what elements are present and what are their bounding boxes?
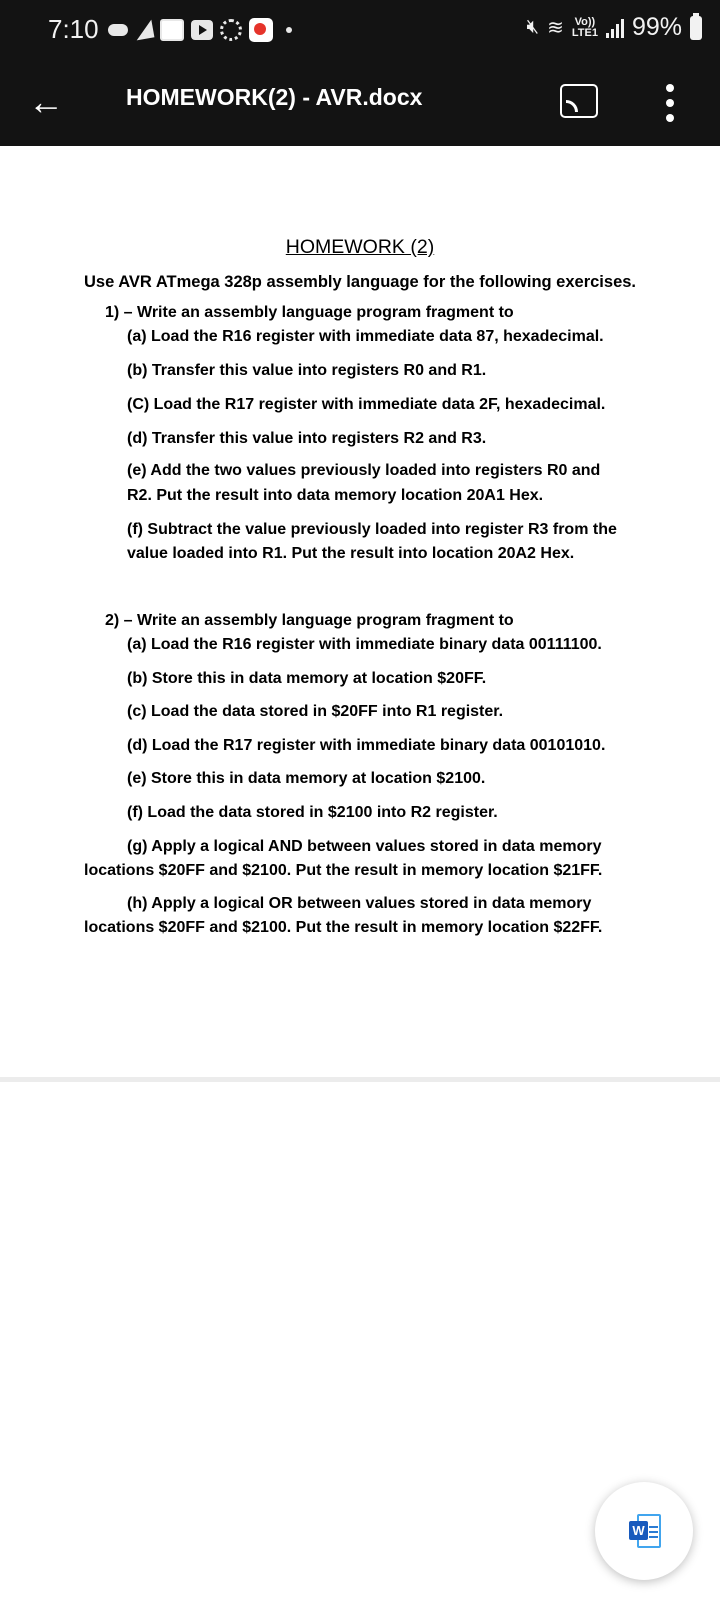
question-2f: (f) Load the data stored in $2100 into R2 register. bbox=[127, 804, 498, 821]
question-1e-line2: R2. Put the result into data memory location 20A1 Hex. bbox=[127, 487, 544, 504]
question-1-title: 1) – Write an assembly language program fragment to bbox=[105, 304, 514, 321]
question-2h-line2: locations $20FF and $2100. Put the result in memory location $22FF. bbox=[84, 919, 603, 936]
page-divider bbox=[0, 1077, 720, 1082]
back-arrow-icon: ← bbox=[28, 81, 64, 122]
question-1d: (d) Transfer this value into registers R2 and R3. bbox=[127, 430, 487, 447]
photo-icon bbox=[160, 19, 184, 41]
question-2c: (c) Load the data stored in $20FF into R1 register. bbox=[127, 703, 504, 720]
question-2a: (a) Load the R16 register with immediate binary data 00111100. bbox=[127, 636, 602, 653]
question-2b: (b) Store this in data memory at location $20FF. bbox=[127, 670, 487, 687]
back-button[interactable] bbox=[22, 78, 70, 126]
question-1f-line1: (f) Subtract the value previously loaded into register R3 from the bbox=[127, 521, 617, 538]
word-app-icon: W bbox=[629, 1514, 661, 1548]
question-2-title: 2) – Write an assembly language program fragment to bbox=[105, 612, 514, 629]
document-intro: Use AVR ATmega 328p assembly language for the following exercises. bbox=[84, 273, 637, 291]
document-page[interactable] bbox=[0, 146, 720, 1080]
notification-icons bbox=[108, 18, 292, 42]
document-title: HOMEWORK(2) - AVR.docx bbox=[126, 84, 423, 110]
open-in-word-button[interactable] bbox=[595, 1482, 693, 1580]
battery-percent: 99% bbox=[631, 13, 682, 41]
question-1e-line1: (e) Add the two values previously loaded into registers R0 and bbox=[127, 462, 601, 479]
network-type: Vo)) LTE1 bbox=[571, 15, 598, 39]
mute-icon: 🔇︎ bbox=[526, 16, 540, 38]
document-heading: HOMEWORK (2) bbox=[285, 236, 435, 258]
gear-icon bbox=[220, 19, 242, 41]
app-icon bbox=[249, 18, 273, 42]
question-1a: (a) Load the R16 register with immediate data 87, hexadecimal. bbox=[127, 328, 604, 345]
dot-icon bbox=[286, 27, 292, 33]
wifi-icon: ≋ bbox=[547, 17, 564, 39]
gamepad-icon bbox=[108, 24, 128, 36]
question-2g-line1: (g) Apply a logical AND between values stored in data memory bbox=[127, 838, 602, 855]
question-1f-line2: value loaded into R1. Put the result into location 20A2 Hex. bbox=[127, 545, 575, 562]
cast-icon bbox=[566, 100, 578, 112]
question-1c: (C) Load the R17 register with immediate data 2F, hexadecimal. bbox=[127, 396, 606, 413]
battery-icon bbox=[690, 16, 702, 40]
question-2d: (d) Load the R17 register with immediate binary data 00101010. bbox=[127, 737, 606, 754]
app-bar bbox=[0, 60, 720, 146]
question-2g-line2: locations $20FF and $2100. Put the result in memory location $21FF. bbox=[84, 862, 603, 879]
cast-button[interactable] bbox=[560, 84, 598, 118]
status-bar bbox=[0, 0, 720, 60]
more-vert-icon bbox=[666, 84, 674, 92]
system-icons bbox=[527, 13, 703, 42]
youtube-icon bbox=[191, 20, 213, 40]
question-2e: (e) Store this in data memory at location $2100. bbox=[127, 770, 486, 787]
signal-icon bbox=[606, 18, 624, 38]
question-2h-line1: (h) Apply a logical OR between values stored in data memory bbox=[127, 895, 592, 912]
status-time: 7:10 bbox=[48, 14, 99, 44]
send-icon bbox=[134, 20, 155, 41]
question-1b: (b) Transfer this value into registers R0 and R1. bbox=[127, 362, 487, 379]
more-options-button[interactable] bbox=[655, 80, 685, 126]
